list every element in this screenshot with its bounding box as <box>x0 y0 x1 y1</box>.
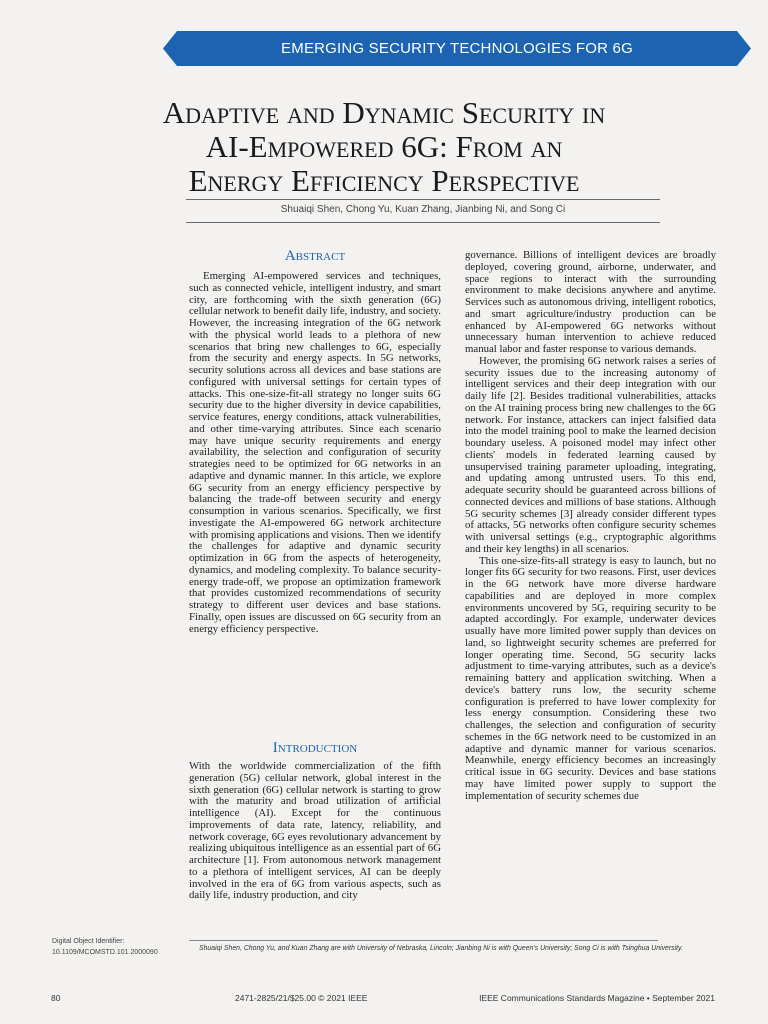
title-line: AI-Empowered 6G: From an <box>205 129 563 164</box>
divider <box>186 199 660 200</box>
doi-label: Digital Object Identifier: <box>52 938 125 945</box>
doi-value: 10.1109/MCOMSTD.101.2000090 <box>52 949 158 956</box>
abstract-heading: Abstract <box>284 248 346 264</box>
section-banner <box>163 31 751 66</box>
abstract-paragraph: Emerging AI-empowered services and techniques, such as connected vehicle, intelligent industry, and smart city, are forthcoming with the sixth generation (6G) cellular network to benefit daily life, industry, and society. However, the increasing integration of the 6G network with the physical world leads to a plethora of new scenarios that bring new challenges to 6G, especially from the security and energy aspects. In 5G networks, security solutions across all devices and base stations are configured with universal settings for certain types of attacks. This one-size-fit-all strategy no longer suits 6G security due to the higher diversity in device capabilities, service features, energy conditions, attack vulnerabilities, and other time-varying attributes. Since each scenario may have unique security requirements and energy availability, the selection and configuration of security strategies need to be optimized for 6G networks in an adaptive and dynamic manner. In this article, we explore 6G security from an energy efficiency perspective by balancing the trade-off between security and energy consumption in various scenarios. Specifically, we first investigate the AI-empowered 6G network architecture with promising applications and visions. Then we identify the challenges for adaptive and dynamic security optimization in 6G from the aspects of heterogeneity, dynamics, and modeling complexity. To balance security-energy trade-off, we propose an optimization framework that provides customized recommendations of security strategy to different user devices and base stations. Finally, open issues are discussed on 6G security from an energy efficiency perspective. <box>189 270 441 635</box>
divider <box>186 222 660 223</box>
doi-block <box>52 936 182 958</box>
introduction-heading: Introduction <box>272 740 358 756</box>
intro-paragraph: With the worldwide commercialization of the fifth generation (5G) cellular network, global interest in the sixth generation (6G) cellular network is starting to grow with the maturity and broad utilization of artificial intelligence (AI). Except for the continuous improvements of data rate, latency, reliability, and network coverage, 6G eyes revolutionary advancement by realizing ubiquitous intelligence as an essential part of 6G architecture [1]. From autonomous network management to a plethora of intelligent services, AI can be deeply involved in the era of 6G from various aspects, such as daily life, industry production, and city <box>189 760 441 902</box>
page-number: 80 <box>51 993 61 1003</box>
intro-paragraph: governance. Billions of intelligent devices are broadly deployed, covering ground, airborne, underwater, and space regions to interact with the surrounding environment to make decisions anywhere and anytime. Services such as autonomous driving, intelligent robotics, and smart agriculture/industry production can be enhanced by AI-empowered 6G networks without unnecessary human intervention to achieve reduced manual labor and faster response to various demands. <box>465 249 716 355</box>
abstract-body <box>189 271 441 635</box>
copyright-line: 2471-2825/21/$25.00 © 2021 IEEE <box>235 993 368 1003</box>
title-line: Adaptive and Dynamic Security in <box>162 95 606 130</box>
footnote-divider <box>189 940 658 941</box>
affiliation-footnote: Shuaiqi Shen, Chong Yu, and Kuan Zhang are with University of Nebraska, Lincoln; Jianbing Ni is with Queen's University; Song Ci is with Tsinghua University. <box>199 945 683 952</box>
intro-paragraph: However, the promising 6G network raises a series of security issues due to the increasing autonomy of intelligent services and their deep integration with our daily life [2]. Besides traditional vulnerabilities, attacks on the AI training process bring new challenges to the 6G network. For instance, attackers can inject falsified data into the model training pool to make the learned decision boundary useless. A poisoned model may infect other clients' models in federated learning caused by unsupervised training parameter uploading, integrating, and updating among untrusted users. To this end, adequate security should be guaranteed across billions of connected devices and millions of base stations. Although 5G security schemes [3] already consider different types of attacks, 5G networks often configure security schemes with universal settings (e.g., cryptographic algorithms and their key lengths) in all scenarios. <box>465 354 716 555</box>
article-title <box>60 96 708 198</box>
journal-line: IEEE Communications Standards Magazine • September 2021 <box>479 993 715 1003</box>
introduction-body-left <box>189 761 441 902</box>
section-label: EMERGING SECURITY TECHNOLOGIES FOR 6G <box>281 40 633 57</box>
author-list: Shuaiqi Shen, Chong Yu, Kuan Zhang, Jianbing Ni, and Song Ci <box>280 204 566 215</box>
intro-paragraph: This one-size-fits-all strategy is easy to launch, but no longer fits 6G security for two reasons. First, user devices in the 6G network have more diverse hardware capabilities and are deployed in more complex environments uncovered by 5G, requiring security to be adapted accordingly. For example, underwater devices usually have more limited power supply than devices on land, so lightweight security schemes are preferred for longer operating time. Second, 5G security lacks adjustment to time-varying attributes, such as a device's remaining battery and application switching. When a device's battery runs low, the security scheme configuration is preferred to have lower complexity for less energy consumption. Considering these two challenges, the selection and configuration of security schemes in the 6G network need to be customized in an adaptive and dynamic manner for various scenarios. Meanwhile, energy efficiency becomes an increasingly critical issue in 6G security. Devices and base stations may have limited power supply to support the implementation of security schemes due <box>465 554 716 802</box>
introduction-body-right <box>465 250 716 802</box>
title-line: Energy Efficiency Perspective <box>188 163 580 198</box>
